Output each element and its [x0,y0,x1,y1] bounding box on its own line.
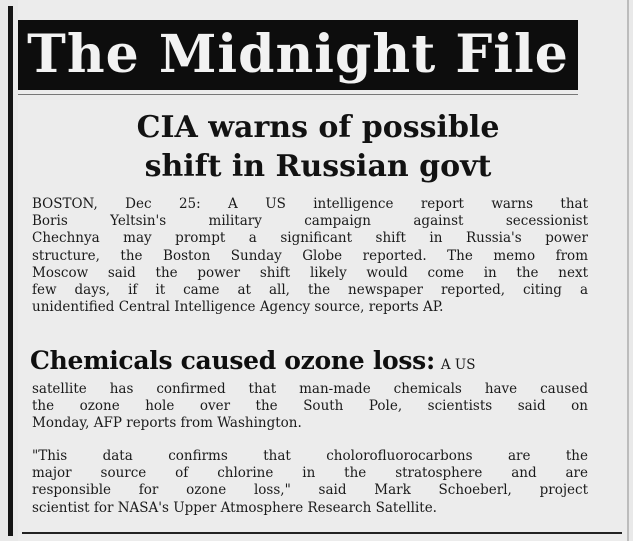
bottom-rule [22,532,622,534]
body-line: few days, if it came at all, the newspaper reported, citing a [32,282,588,299]
ozone-quote-paragraph [32,448,588,517]
body-line: Boris Yeltsin's military campaign against secessionist [32,213,588,230]
body-line: Moscow said the power shift likely would come in the next [32,264,588,281]
quote-line: "This data confirms that cholorofluorocarbons are the [32,448,588,464]
page-edge-right [627,0,629,541]
headline-line-1: CIA warns of possible [136,110,500,145]
masthead-banner [18,20,578,90]
ozone-body [32,381,588,433]
headline-line-2: shift in Russian govt [144,149,492,184]
column-rule-left [8,6,13,536]
body-line: the ozone hole over the South Pole, scientists said on [32,398,588,415]
article-headline [18,108,618,186]
body-line: unidentified Central Intelligence Agency source, reports AP. [32,299,444,316]
ozone-lead-in: A US [440,357,476,373]
article-body [32,196,588,316]
body-line: structure, the Boston Sunday Globe reported. The memo from [32,247,588,264]
ozone-subhead-row [30,346,590,375]
masthead-title: The Midnight File [27,24,569,85]
ozone-subhead: Chemicals caused ozone loss: [30,346,435,375]
body-line: satellite has confirmed that man-made chemicals have caused [32,381,588,397]
body-line: Monday, AFP reports from Washington. [32,415,302,432]
quote-line: scientist for NASA's Upper Atmosphere Research Satellite. [32,499,437,516]
body-line: Chechnya may prompt a significant shift in Russia's power [32,230,588,247]
masthead-divider [18,94,578,95]
body-line: BOSTON, Dec 25: A US intelligence report warns that [32,196,588,212]
quote-line: major source of chlorine in the stratosphere and are [32,465,588,482]
quote-line: responsible for ozone loss," said Mark Schoeberl, project [32,482,588,499]
